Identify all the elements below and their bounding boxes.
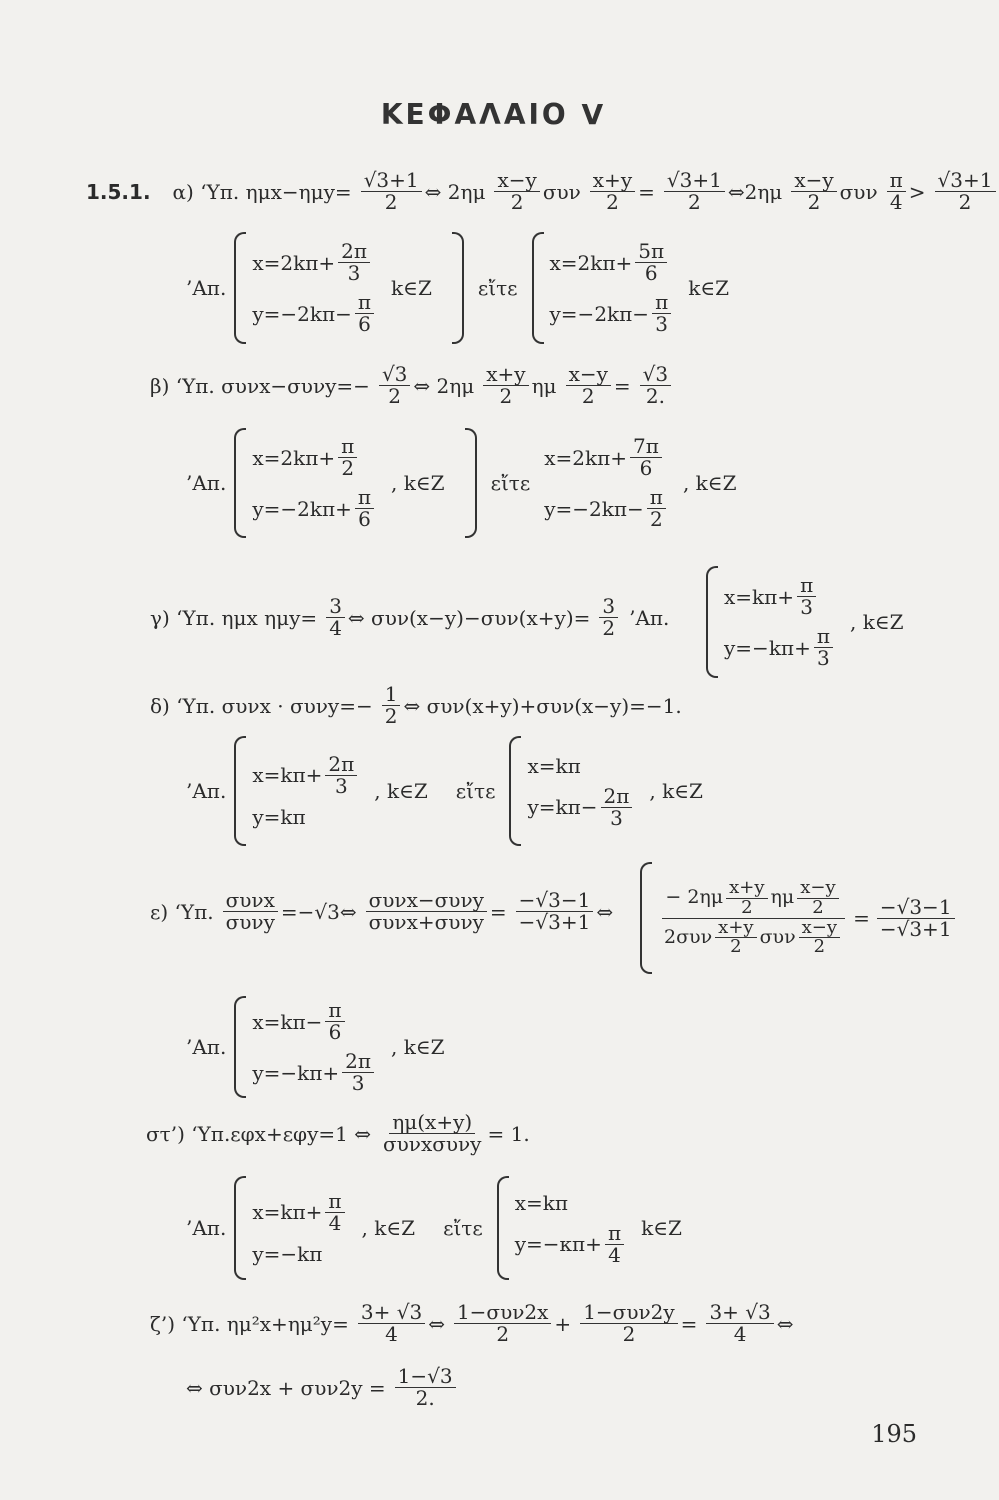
exercise-e-answer: ’Απ. x=kπ− $\frac{\pi}{6}$ y=−kπ+ $\frac{2\pi}{3}$ , k∈Z	[186, 996, 459, 1098]
exercise-a-statement: 1.5.1. α) ‘Υπ. ημx−ημy= $\frac{√3+1}{2}$ ⇔ 2ημ $\frac{x-y}{2}$ συν $\frac{x+y}{2}$ = $\frac{√3+1}{2}$ ⇔2ημ $\frac{x-y}{2}$ συν $\frac{\pi}{4}$ > $\frac{√3+1}{2}$	[86, 170, 999, 213]
fraction: $\frac{2\pi}{3}$	[325, 754, 357, 797]
fraction: $\frac{\text{συνx}}{\text{συνy}}$	[223, 890, 278, 933]
exercise-c-statement: γ) ‘Υπ. ημx ημy= $\frac{3}{4}$ ⇔ συν(x−y)−συν(x+y)= $\frac{3}{2}$ ’Απ.	[150, 594, 670, 640]
exercise-b-statement: β) ‘Υπ. συνx−συνy=− $\frac{√3}{2}$ ⇔ 2ημ $\frac{x+y}{2}$ ημ $\frac{x-y}{2}$ = $\frac{√3}{2.}$	[150, 364, 674, 407]
left-brace	[234, 232, 246, 344]
fraction: $\frac{\pi}{4}$	[325, 1191, 344, 1234]
equation-system-rows: x=2kπ+ $\frac{5\pi}{6}$ y=−2kπ− $\frac{\pi}{3}$	[550, 237, 675, 339]
fraction: $\frac{√3+1}{2}$	[361, 170, 422, 213]
right-brace	[465, 428, 477, 538]
fraction: $\frac{\pi}{3}$	[814, 626, 833, 669]
exercise-d-answer: ’Απ. x=kπ+ $\frac{2\pi}{3}$ y=kπ , k∈Z εἴτε x=kπ y=kπ− $\frac{2\pi}{3}$ , k∈Z	[186, 736, 717, 846]
equation-system-rows: x=2kπ+ $\frac{7\pi}{6}$ y=−2kπ− $\frac{\pi}{2}$	[544, 432, 669, 534]
big-fraction: − 2ημ $\frac{x+y}{2}$ ημ $\frac{x-y}{2}$ 2συν $\frac{x+y}{2}$ συν $\frac{x-y}{2}$	[661, 879, 846, 958]
fraction: $\frac{1}{2}$	[382, 684, 401, 727]
left-brace	[509, 736, 521, 846]
fraction: $\frac{x-y}{2}$	[797, 879, 838, 918]
fraction: $\frac{\pi}{6}$	[325, 1000, 344, 1043]
fraction: $\frac{\pi}{2}$	[338, 436, 357, 479]
fraction: $\frac{x-y}{2}$	[494, 170, 539, 213]
equation-system-rows: x=kπ+ $\frac{2\pi}{3}$ y=kπ	[252, 750, 360, 833]
left-brace	[234, 428, 246, 538]
fraction: $\frac{x-y}{2}$	[791, 170, 836, 213]
fraction: $\frac{3}{4}$	[326, 596, 345, 639]
fraction: $\frac{x-y}{2}$	[566, 364, 611, 407]
fraction: $\frac{5\pi}{6}$	[635, 241, 667, 284]
right-brace	[452, 232, 464, 344]
fraction: $\frac{x+y}{2}$	[590, 170, 635, 213]
left-brace	[706, 566, 718, 678]
fraction: $\frac{√3}{2.}$	[640, 364, 671, 407]
fraction: $\frac{√3+1}{2}$	[664, 170, 725, 213]
left-brace	[532, 232, 544, 344]
chapter-title: ΚΕΦΑΛΑΙΟ V	[380, 98, 607, 131]
exercise-d-statement: δ) ‘Υπ. συνx · συνy=− $\frac{1}{2}$ ⇔ συν(x+y)+συν(x−y)=−1.	[150, 682, 682, 728]
fraction: $\frac{3+ √3}{4}$	[358, 1302, 425, 1345]
fraction: $\frac{\text{1−συν2y}}{2}$	[580, 1302, 677, 1345]
fraction: $\frac{x+y}{2}$	[483, 364, 528, 407]
exercise-b-answer: ’Απ. x=2kπ+ $\frac{\pi}{2}$ y=−2kπ+ $\frac{\pi}{6}$ , k∈Z εἴτε x=2kπ+ $\frac{7\pi}{6}$ y=−2kπ− $\frac{\pi}{2}$ , k∈Z	[186, 428, 750, 538]
exercise-g-statement: ζ’) ‘Υπ. ημ²x+ημ²y= $\frac{3+ √3}{4}$ ⇔ $\frac{\text{1−συν2x}}{2}$ + $\frac{\text{1−συν2y}}{2}$ = $\frac{3+ √3}{4}$ ⇔	[150, 1300, 794, 1346]
fraction: $\frac{\pi}{6}$	[355, 292, 374, 335]
left-brace	[234, 736, 246, 846]
fraction: $\frac{\pi}{3}$	[652, 292, 671, 335]
fraction: $\frac{-√3-1}{-√3+1}$	[877, 897, 955, 940]
fraction: $\frac{3}{2}$	[599, 596, 618, 639]
fraction: $\frac{\eta\mu(x+y)}{\text{συνxσυνy}}$	[382, 1110, 482, 1156]
equation-system-rows: x=kπ− $\frac{\pi}{6}$ y=−kπ+ $\frac{2\pi}{3}$	[252, 996, 377, 1098]
fraction: $\frac{3+ √3}{4}$	[706, 1302, 773, 1345]
left-brace	[640, 862, 652, 974]
fraction: $\frac{2\pi}{3}$	[601, 786, 633, 829]
equation-system-rows: x=kπ+ $\frac{\pi}{4}$ y=−kπ	[252, 1187, 347, 1270]
left-brace	[234, 996, 246, 1098]
equation-system-rows: x=kπ+ $\frac{\pi}{3}$ y=−kπ+ $\frac{\pi}{3}$	[724, 571, 836, 673]
exercise-e-statement: ε) ‘Υπ. $\frac{\text{συνx}}{\text{συνy}}$ =−√3⇔ $\frac{\text{συνx−συνy}}{\text{συνx+συνy}}$ = $\frac{-√3-1}{-√3+1}$ ⇔	[150, 888, 614, 934]
fraction: $\frac{\pi}{6}$	[355, 487, 374, 530]
fraction: $\frac{2\pi}{3}$	[342, 1051, 374, 1094]
fraction: $\frac{\pi}{3}$	[797, 575, 816, 618]
fraction: $\frac{\pi}{2}$	[647, 487, 666, 530]
exercise-c-answer: x=kπ+ $\frac{\pi}{3}$ y=−kπ+ $\frac{\pi}{3}$ , k∈Z	[706, 566, 918, 678]
fraction: $\frac{\text{1−συν2x}}{2}$	[454, 1302, 551, 1345]
fraction: $\frac{2\pi}{3}$	[338, 241, 370, 284]
exercise-g-line-2: ⇔ συν2x + συν2y = $\frac{1-√3}{2.}$	[186, 1366, 459, 1409]
equation-system-rows: x=2kπ+ $\frac{2\pi}{3}$ y=−2kπ− $\frac{\pi}{6}$	[252, 237, 377, 339]
fraction: $\frac{√3}{2}$	[379, 364, 410, 407]
exercise-number: 1.5.1.	[86, 179, 151, 204]
equation-system-rows: x=2kπ+ $\frac{\pi}{2}$ y=−2kπ+ $\frac{\pi}{6}$	[252, 432, 377, 534]
fraction: $\frac{7\pi}{6}$	[630, 436, 662, 479]
fraction: $\frac{x-y}{2}$	[799, 919, 840, 958]
left-brace	[234, 1176, 246, 1280]
show-through-text	[160, 1000, 166, 1022]
fraction: $\frac{x+y}{2}$	[715, 919, 756, 958]
fraction: $\frac{\pi}{4}$	[887, 170, 906, 213]
fraction: $\frac{-√3-1}{-√3+1}$	[516, 890, 594, 933]
equation-system-rows: x=kπ y=−κπ+ $\frac{\pi}{4}$	[515, 1187, 627, 1270]
fraction: $\frac{x+y}{2}$	[726, 879, 767, 918]
fraction: $\frac{1-√3}{2.}$	[395, 1366, 456, 1409]
fraction: $\frac{\pi}{4}$	[605, 1223, 624, 1266]
exercise-f-answer: ’Απ. x=kπ+ $\frac{\pi}{4}$ y=−kπ , k∈Z εἴτε x=kπ y=−κπ+ $\frac{\pi}{4}$ k∈Z	[186, 1176, 696, 1280]
exercise-f-statement: στ’) ‘Υπ.εφx+εφy=1 ⇔ $\frac{\eta\mu(x+y)}{\text{συνxσυνy}}$ = 1.	[146, 1110, 530, 1156]
equation-system-rows: x=kπ y=kπ− $\frac{2\pi}{3}$	[527, 750, 635, 833]
page-number: 195	[871, 1420, 917, 1448]
fraction: $\frac{√3+1}{2}$	[935, 170, 996, 213]
exercise-a-answer: ’Απ. x=2kπ+ $\frac{2\pi}{3}$ y=−2kπ− $\frac{\pi}{6}$ k∈Z εἴτε x=2kπ+ $\frac{5\pi}{6}$ y=−2kπ− $\frac{\pi}{3}$ k∈Z	[186, 232, 743, 344]
fraction: $\frac{\text{συνx−συνy}}{\text{συνx+συνy}}$	[366, 890, 487, 933]
left-brace	[497, 1176, 509, 1280]
exercise-e-system: − 2ημ $\frac{x+y}{2}$ ημ $\frac{x-y}{2}$ 2συν $\frac{x+y}{2}$ συν $\frac{x-y}{2}$ = $\frac{-√3-1}{-√3+1}$	[640, 862, 958, 974]
